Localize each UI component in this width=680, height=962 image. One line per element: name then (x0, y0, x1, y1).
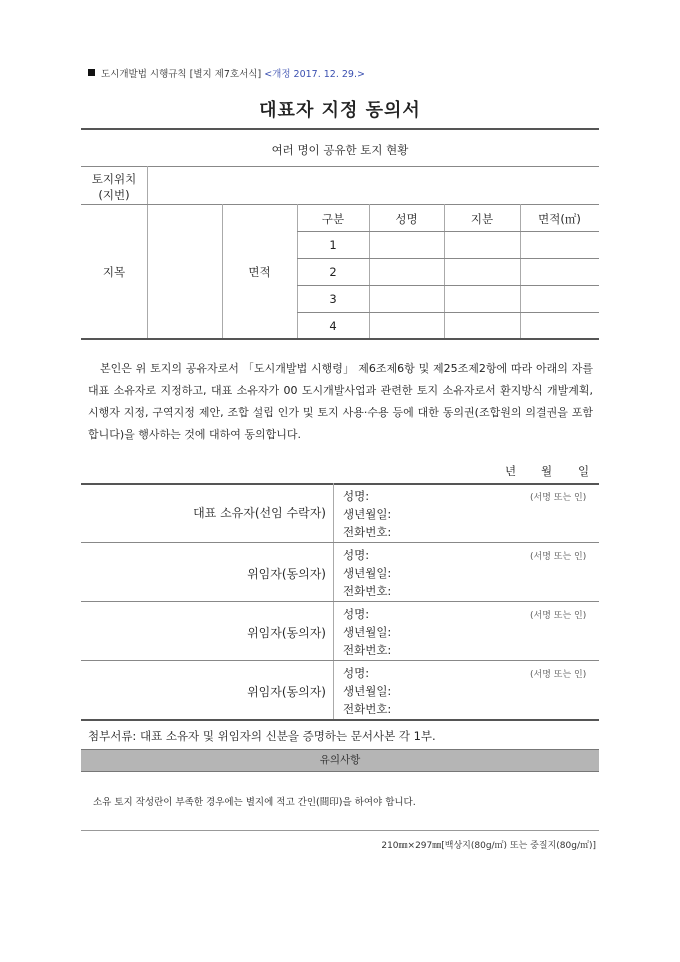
row-number: 3 (329, 292, 337, 306)
birthdate-label: 생년월일: (343, 684, 392, 698)
signer-role: 위임자(동의자) (247, 567, 326, 581)
rule (297, 258, 599, 259)
rule (297, 312, 599, 313)
land-type-label: 지목 (102, 265, 126, 279)
signature-field[interactable]: (서명 또는 인) (530, 670, 587, 680)
header-area-sqm: 면적(㎡) (538, 212, 581, 226)
rule (81, 338, 599, 340)
row-number: 2 (329, 265, 337, 279)
notice-header (81, 749, 599, 772)
phone-label: 전화번호: (343, 525, 392, 539)
signer-role: 위임자(동의자) (247, 626, 326, 640)
date-year-label: 년 (505, 464, 517, 478)
rule (81, 542, 599, 543)
header-name: 성명 (395, 212, 418, 226)
document-title: 대표자 지정 동의서 (259, 100, 421, 121)
cell-divider (147, 166, 148, 338)
date-month-label: 월 (541, 464, 553, 478)
phone-label: 전화번호: (343, 643, 392, 657)
header-category: 구분 (321, 212, 345, 226)
rule (297, 285, 599, 286)
consent-statement: 본인은 위 토지의 공유자로서 「도시개발법 시행령」 제6조제6항 및 제25조제2항에 따라 아래의 자를 대표 소유자로 지정하고, 대표 소유자가 00 도시개발사업과 관련한 토지 소유자로서 환지방식 개발계획, 시행자 지정, 구역지정 제안, 조합 설립 인가 및 토지 사용·수용 등에 대한 동의권(조합원의 의결권을 포함합니다)을 행사하는 것에 대하여 동의합니다. (88, 362, 593, 441)
birthdate-label: 생년월일: (343, 507, 392, 521)
signature-field[interactable]: (서명 또는 인) (530, 611, 587, 621)
signature-field[interactable]: (서명 또는 인) (530, 552, 587, 562)
rule (81, 660, 599, 661)
rule (81, 601, 599, 602)
birthdate-label: 생년월일: (343, 625, 392, 639)
rule (81, 166, 599, 167)
birthdate-label: 생년월일: (343, 566, 392, 580)
area-label: 면적 (248, 265, 271, 279)
attachments-note: 첨부서류: 대표 소유자 및 위임자의 신분을 증명하는 문서사본 각 1부. (88, 729, 436, 743)
form-reference-text: 도시개발법 시행규칙 [별지 제7호서식] (101, 69, 262, 80)
signer-role: 대표 소유자(선임 수락자) (193, 506, 326, 520)
revision-date: <개정 2017. 12. 29.> (264, 69, 365, 80)
rule (81, 128, 599, 130)
phone-label: 전화번호: (343, 702, 392, 716)
land-location-label: 토지위치 (지번) (91, 172, 137, 202)
row-number: 4 (329, 319, 337, 333)
date-day-label: 일 (578, 464, 590, 478)
notice-heading: 유의사항 (319, 754, 361, 766)
signature-field[interactable]: (서명 또는 인) (530, 493, 587, 503)
header-share: 지분 (470, 212, 494, 226)
rule (81, 719, 599, 721)
name-label: 성명: (343, 666, 370, 680)
land-location-field[interactable] (151, 170, 591, 200)
notice-text: 소유 토지 작성란이 부족한 경우에는 별지에 적고 간인(間印)을 하여야 합니다. (93, 797, 416, 808)
name-label: 성명: (343, 607, 370, 621)
rule (81, 483, 599, 485)
land-type-field[interactable] (150, 208, 219, 334)
phone-label: 전화번호: (343, 584, 392, 598)
rule (81, 204, 599, 205)
section-heading: 여러 명이 공유한 토지 현황 (271, 143, 409, 157)
form-reference (88, 66, 365, 80)
paper-spec: 210㎜×297㎜[백상지(80g/㎡) 또는 중질지(80g/㎡)] (381, 841, 596, 851)
rule (81, 830, 599, 831)
square-bullet-icon (88, 69, 95, 76)
name-label: 성명: (343, 489, 370, 503)
name-label: 성명: (343, 548, 370, 562)
row-number: 1 (329, 238, 337, 252)
signer-role: 위임자(동의자) (247, 685, 326, 699)
rule (297, 231, 599, 232)
